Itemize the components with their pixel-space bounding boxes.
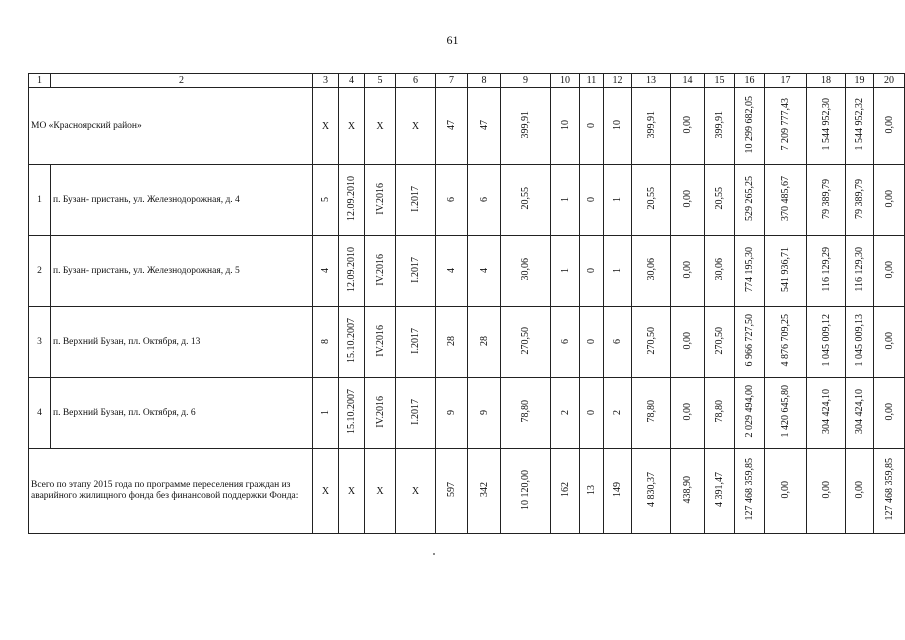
cell: 2 029 494,00 [735, 378, 765, 449]
cell: 304 424,10 [807, 378, 846, 449]
table-row [29, 236, 905, 307]
header-cell: 3 [313, 74, 339, 88]
cell: 79 389,79 [807, 165, 846, 236]
cell: 529 265,25 [735, 165, 765, 236]
total-row [29, 449, 905, 534]
cell: 8 [313, 307, 339, 378]
cell: IV.2016 [365, 378, 396, 449]
row-number: 2 [29, 236, 51, 307]
cell: 1 [604, 165, 632, 236]
cell: Х [396, 449, 436, 534]
cell: 1 [551, 236, 580, 307]
cell: 270,50 [705, 307, 735, 378]
header-cell: 14 [671, 74, 705, 88]
header-row [29, 74, 905, 88]
cell: 0,00 [671, 236, 705, 307]
header-cell: 11 [580, 74, 604, 88]
cell: 399,91 [632, 88, 671, 165]
cell: 4 [468, 236, 501, 307]
cell: 78,80 [632, 378, 671, 449]
cell: 438,90 [671, 449, 705, 534]
group-name: МО «Красноярский район» [29, 88, 313, 165]
cell: 0,00 [874, 165, 905, 236]
cell: 6 [551, 307, 580, 378]
header-cell: 15 [705, 74, 735, 88]
cell: 0,00 [765, 449, 807, 534]
resettlement-table [28, 73, 905, 534]
cell: 10 299 682,05 [735, 88, 765, 165]
cell: 20,55 [501, 165, 551, 236]
header-cell: 4 [339, 74, 365, 88]
cell: IV.2016 [365, 307, 396, 378]
header-cell: 8 [468, 74, 501, 88]
header-cell: 18 [807, 74, 846, 88]
cell: 28 [468, 307, 501, 378]
cell: 79 389,79 [846, 165, 874, 236]
cell: IV.2016 [365, 236, 396, 307]
cell: 12.09.2010 [339, 236, 365, 307]
cell: 15.10.2007 [339, 307, 365, 378]
cell: 342 [468, 449, 501, 534]
object-address: п. Верхний Бузан, пл. Октября, д. 13 [51, 307, 313, 378]
cell: 149 [604, 449, 632, 534]
header-cell: 1 [29, 74, 51, 88]
cell: 0,00 [874, 307, 905, 378]
object-address: п. Бузан- пристань, ул. Железнодорожная, д. 5 [51, 236, 313, 307]
cell: 13 [580, 449, 604, 534]
cell: 28 [436, 307, 468, 378]
cell: 4 876 709,25 [765, 307, 807, 378]
cell: I.2017 [396, 307, 436, 378]
header-cell: 9 [501, 74, 551, 88]
cell: 1 420 645,80 [765, 378, 807, 449]
header-cell: 6 [396, 74, 436, 88]
cell: 0 [580, 88, 604, 165]
cell: Х [313, 449, 339, 534]
cell: Х [396, 88, 436, 165]
cell: 30,06 [705, 236, 735, 307]
cell: 0,00 [846, 449, 874, 534]
cell: Х [365, 449, 396, 534]
cell: 20,55 [705, 165, 735, 236]
cell: 597 [436, 449, 468, 534]
cell: 78,80 [705, 378, 735, 449]
cell: 6 [604, 307, 632, 378]
cell: 78,80 [501, 378, 551, 449]
cell: I.2017 [396, 236, 436, 307]
cell: 1 544 952,30 [807, 88, 846, 165]
cell: 30,06 [632, 236, 671, 307]
cell: 47 [468, 88, 501, 165]
cell: 2 [551, 378, 580, 449]
cell: 0,00 [671, 307, 705, 378]
cell: 6 [468, 165, 501, 236]
object-address: п. Верхний Бузан, пл. Октября, д. 6 [51, 378, 313, 449]
cell: 127 468 359,85 [874, 449, 905, 534]
cell: 0,00 [807, 449, 846, 534]
cell: 30,06 [501, 236, 551, 307]
cell: I.2017 [396, 165, 436, 236]
cell: Х [365, 88, 396, 165]
cell: I.2017 [396, 378, 436, 449]
cell: 5 [313, 165, 339, 236]
cell: 0,00 [874, 88, 905, 165]
cell: 304 424,10 [846, 378, 874, 449]
cell: 4 391,47 [705, 449, 735, 534]
header-cell: 10 [551, 74, 580, 88]
cell: 0,00 [874, 378, 905, 449]
cell: 1 045 009,12 [807, 307, 846, 378]
cell: 0,00 [671, 378, 705, 449]
cell: 4 [313, 236, 339, 307]
cell: 270,50 [632, 307, 671, 378]
header-cell: 12 [604, 74, 632, 88]
row-number: 3 [29, 307, 51, 378]
cell: 0 [580, 378, 604, 449]
cell: 1 544 952,32 [846, 88, 874, 165]
cell: 0 [580, 236, 604, 307]
cell: Х [313, 88, 339, 165]
cell: 12.09.2010 [339, 165, 365, 236]
cell: 4 830,37 [632, 449, 671, 534]
cell: 7 209 777,43 [765, 88, 807, 165]
cell: 162 [551, 449, 580, 534]
cell: 1 [551, 165, 580, 236]
header-cell: 7 [436, 74, 468, 88]
cell: 116 129,29 [807, 236, 846, 307]
cell: 0,00 [874, 236, 905, 307]
table-row [29, 378, 905, 449]
header-cell: 16 [735, 74, 765, 88]
header-cell: 5 [365, 74, 396, 88]
cell: IV.2016 [365, 165, 396, 236]
cell: 10 [551, 88, 580, 165]
table-row [29, 165, 905, 236]
table-row [29, 307, 905, 378]
cell: 1 045 009,13 [846, 307, 874, 378]
group-row-district [29, 88, 905, 165]
cell: 6 [436, 165, 468, 236]
cell: 47 [436, 88, 468, 165]
cell: 127 468 359,85 [735, 449, 765, 534]
cell: 15.10.2007 [339, 378, 365, 449]
header-cell: 2 [51, 74, 313, 88]
header-cell: 17 [765, 74, 807, 88]
total-label: Всего по этапу 2015 года по программе переселения граждан из аварийного жилищного фонда без финансовой поддержки Фонда: [29, 449, 313, 534]
cell: 541 936,71 [765, 236, 807, 307]
cell: 9 [436, 378, 468, 449]
cell: 270,50 [501, 307, 551, 378]
cell: 399,91 [501, 88, 551, 165]
cell: 116 129,30 [846, 236, 874, 307]
page-number: 61 [446, 33, 459, 47]
cell: 0,00 [671, 165, 705, 236]
cell: 399,91 [705, 88, 735, 165]
header-cell: 13 [632, 74, 671, 88]
cell: 9 [468, 378, 501, 449]
cell: Х [339, 88, 365, 165]
cell: 20,55 [632, 165, 671, 236]
cell: 0 [580, 307, 604, 378]
cell: 4 [436, 236, 468, 307]
cell: 370 485,67 [765, 165, 807, 236]
header-cell: 19 [846, 74, 874, 88]
cell: Х [339, 449, 365, 534]
cell: 2 [604, 378, 632, 449]
cell: 1 [313, 378, 339, 449]
cell: 1 [604, 236, 632, 307]
row-number: 1 [29, 165, 51, 236]
cell: 10 120,00 [501, 449, 551, 534]
header-cell: 20 [874, 74, 905, 88]
row-number: 4 [29, 378, 51, 449]
cell: 6 966 727,50 [735, 307, 765, 378]
cell: 10 [604, 88, 632, 165]
object-address: п. Бузан- пристань, ул. Железнодорожная, д. 4 [51, 165, 313, 236]
cell: 0 [580, 165, 604, 236]
cell: 774 195,30 [735, 236, 765, 307]
scan-speck [433, 553, 435, 555]
cell: 0,00 [671, 88, 705, 165]
